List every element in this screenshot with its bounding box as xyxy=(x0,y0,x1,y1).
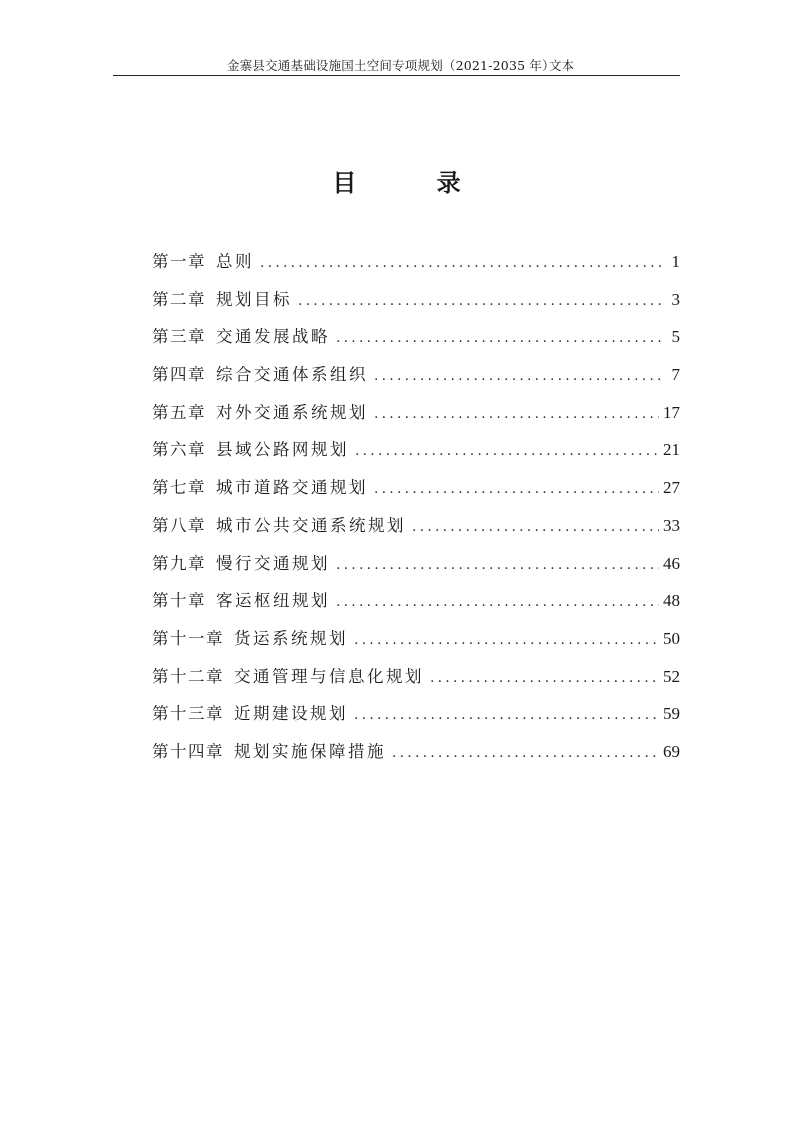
toc-entry-14[interactable] xyxy=(152,738,680,776)
toc-entry-11[interactable] xyxy=(152,625,680,663)
toc-heading: 目 录 xyxy=(332,169,497,197)
toc-chapter-title: 综合交通体系组织 xyxy=(216,365,368,385)
toc-page-number: 3 xyxy=(671,289,680,309)
toc-dot-leader xyxy=(354,707,659,723)
toc-chapter-number: 第十一章 xyxy=(152,628,224,648)
page-header xyxy=(113,55,680,76)
toc-chapter-number: 第三章 xyxy=(152,327,206,347)
toc-page-number: 27 xyxy=(663,478,680,498)
toc-chapter-number: 第十二章 xyxy=(152,666,224,686)
toc-chapter-number: 第七章 xyxy=(152,478,206,498)
toc-entry-13[interactable] xyxy=(152,700,680,738)
toc-chapter-title: 总则 xyxy=(216,252,254,271)
toc-chapter-title: 交通管理与信息化规划 xyxy=(234,666,424,686)
document-tag: 文本 xyxy=(549,58,575,73)
toc-chapter-number: 第一章 xyxy=(152,252,206,271)
toc-entry-6[interactable] xyxy=(152,436,680,474)
toc-page-number: 1 xyxy=(671,252,680,271)
toc-page-number: 33 xyxy=(663,515,680,535)
toc-dot-leader xyxy=(298,293,666,309)
toc-page-number: 69 xyxy=(663,741,680,761)
toc-chapter-title: 交通发展战略 xyxy=(216,327,330,347)
toc-chapter-number: 第十四章 xyxy=(152,741,224,761)
toc-dot-leader xyxy=(374,406,659,422)
toc-page-number: 48 xyxy=(663,591,680,611)
toc-page-number: 50 xyxy=(663,628,680,648)
toc-page-number: 21 xyxy=(663,440,680,460)
toc-entry-3[interactable] xyxy=(152,323,680,361)
toc-entry-12[interactable] xyxy=(152,663,680,701)
toc-dot-leader xyxy=(354,632,659,648)
toc-chapter-number: 第五章 xyxy=(152,402,206,422)
toc-chapter-number: 第九章 xyxy=(152,553,206,573)
toc-entry-10[interactable] xyxy=(152,587,680,625)
toc-chapter-number: 第四章 xyxy=(152,365,206,385)
toc-dot-leader xyxy=(260,255,666,271)
toc-page-number: 59 xyxy=(663,704,680,724)
toc-chapter-title: 城市公共交通系统规划 xyxy=(216,515,406,535)
toc-entry-4[interactable] xyxy=(152,361,680,399)
toc-entry-5[interactable] xyxy=(152,399,680,437)
toc-dot-leader xyxy=(374,481,659,497)
toc-dot-leader xyxy=(355,443,659,459)
toc-page-number: 5 xyxy=(671,327,680,347)
toc-chapter-title: 规划实施保障措施 xyxy=(234,741,386,761)
toc-chapter-title: 慢行交通规划 xyxy=(216,553,330,573)
toc-dot-leader xyxy=(412,519,659,535)
toc-chapter-title: 货运系统规划 xyxy=(234,628,348,648)
toc-chapter-title: 近期建设规划 xyxy=(234,704,348,724)
toc-page-number: 52 xyxy=(663,666,680,686)
toc-page-number: 46 xyxy=(663,553,680,573)
toc-entry-9[interactable] xyxy=(152,550,680,588)
toc-dot-leader xyxy=(430,670,659,686)
toc-page-number: 17 xyxy=(663,402,680,422)
toc-chapter-title: 县域公路网规划 xyxy=(216,440,349,460)
table-of-contents xyxy=(152,248,680,776)
toc-chapter-title: 对外交通系统规划 xyxy=(216,402,368,422)
toc-dot-leader xyxy=(336,594,659,610)
toc-entry-8[interactable] xyxy=(152,512,680,550)
toc-chapter-number: 第八章 xyxy=(152,515,206,535)
toc-chapter-title: 客运枢纽规划 xyxy=(216,591,330,611)
toc-chapter-title: 规划目标 xyxy=(216,289,292,309)
document-title: 金寨县交通基础设施国土空间专项规划（2021-2035 年） xyxy=(227,58,555,73)
toc-entry-1[interactable] xyxy=(152,248,680,286)
toc-chapter-number: 第二章 xyxy=(152,289,206,309)
toc-chapter-number: 第十章 xyxy=(152,591,206,611)
toc-chapter-title: 城市道路交通规划 xyxy=(216,478,368,498)
toc-dot-leader xyxy=(374,368,666,384)
toc-chapter-number: 第十三章 xyxy=(152,704,224,724)
toc-dot-leader xyxy=(336,330,666,346)
toc-chapter-number: 第六章 xyxy=(152,440,206,460)
toc-entry-7[interactable] xyxy=(152,474,680,512)
toc-dot-leader xyxy=(336,557,659,573)
toc-entry-2[interactable] xyxy=(152,286,680,324)
toc-page-number: 7 xyxy=(671,365,680,385)
toc-dot-leader xyxy=(392,745,659,761)
